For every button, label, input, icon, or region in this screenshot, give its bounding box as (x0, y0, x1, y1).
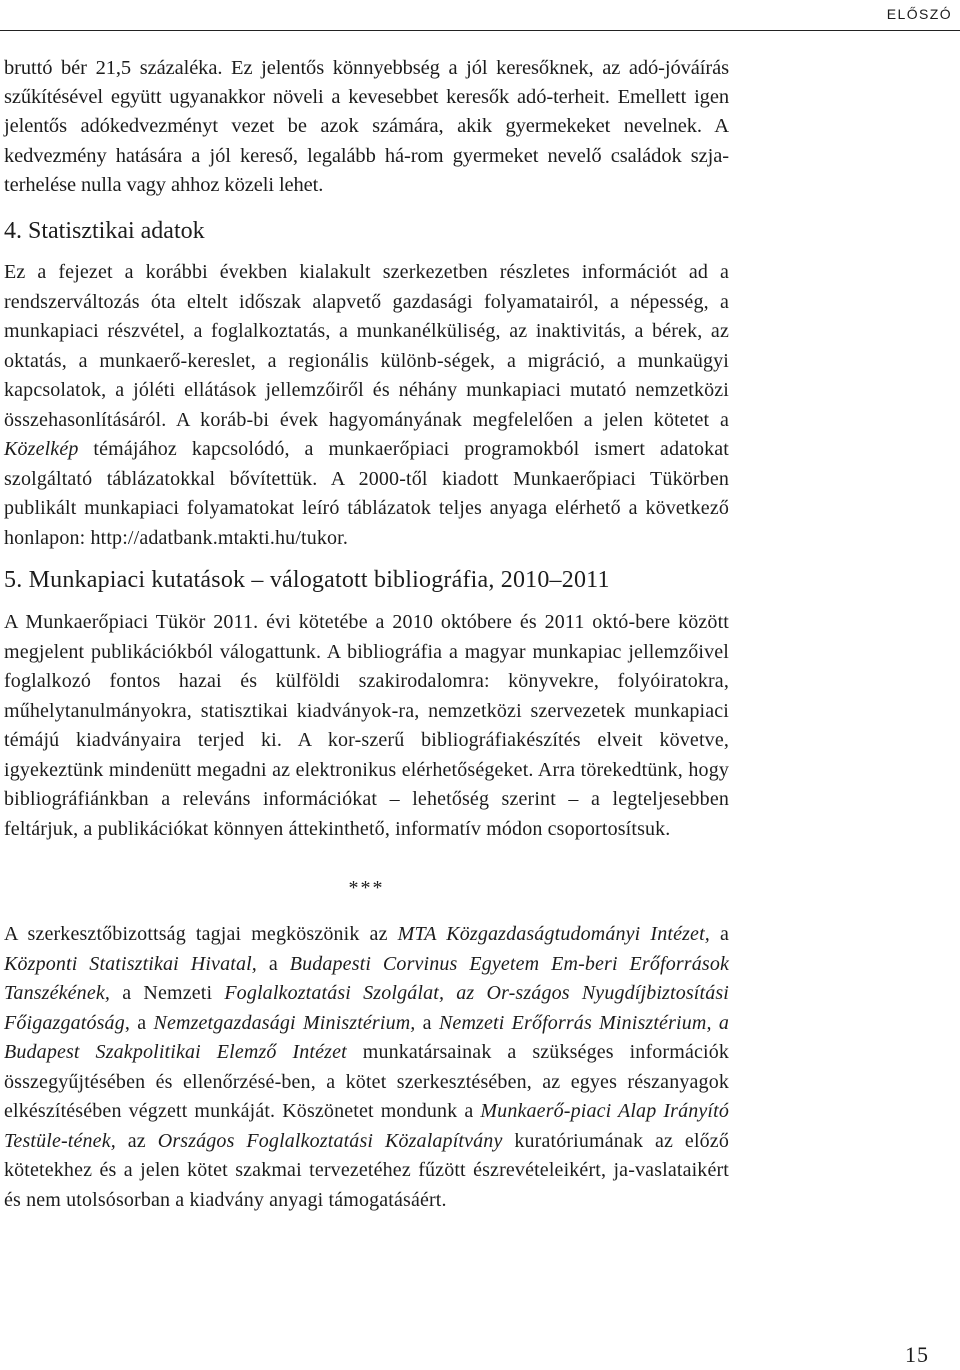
ack-institution: Központi Statisztikai Hivatal, (4, 952, 257, 975)
section-4-text-a: Ez a fejezet a korábbi években kialakult szerkezetben részletes információt ad a rendszerváltozás óta eltelt időszak alapvető gazdasági folyamatairól, a népesség, a munkapiaci részvétel, a foglalkoztatás, a munkanélküliség, az inaktivitás, a bérek, az oktatás, a munkaerő-kereslet, a regionális különb-ségek, a migráció, a munkaügyi kapcsolatok, a jóléti ellátások jellemzőiről és néhány munkapiaci mutató nemzetközi összehasonlításáról. A koráb-bi évek hagyományának megfelelően a jelen kötetet a (4, 261, 729, 431)
ack-institution: Országos Foglalkoztatási Közalapítvány (157, 1129, 503, 1152)
section-5-heading: 5. Munkapiaci kutatások – válogatott bibliográfia, 2010–2011 (4, 567, 610, 594)
section-4-heading: 4. Statisztikai adatok (4, 218, 205, 245)
intro-paragraph: bruttó bér 21,5 százaléka. Ez jelentős könnyebbség a jól keresőknek, az adó-jóváírás szűkítésével együtt ugyanakkor növeli a kevesebbet keresők adó-terheit. Emellett igen jelentős adókedvezményt vezet be azok számára, akik gyermekeket nevelnek. A kedvezmény hatására a jól kereső, legalább há-rom gyermeket nevelő családok szja-terhelése nulla vagy ahhoz közeli lehet. (4, 57, 729, 196)
ack-text: a (415, 1011, 439, 1034)
acknowledgement-paragraph (4, 920, 729, 1215)
ack-institution: Budapesti Corvinus Egyetem Em-beri Erőforrások Tanszékének, (4, 952, 729, 1005)
page-number: 15 (905, 1342, 929, 1367)
header-rule (0, 30, 960, 31)
ack-institution: MTA Közgazdaságtudományi Intézet, (397, 923, 710, 946)
ack-institution: Foglalkoztatási Szolgálat, az Or-szágos Nyugdíjbiztosítási Főigazgatóság (4, 982, 729, 1034)
kozelkep-title: Közelkép (4, 438, 79, 461)
ack-text: kuratóriumának az előző kötetekhez és a jelen kötet szakmai tervezetéhez fűzött észrevételeikért, ja-vaslataikért és nem utolsósorban a kiadvány anyagi támogatásáért. (4, 1129, 729, 1211)
page-body (4, 54, 729, 1215)
section-separator: *** (348, 877, 385, 900)
ack-text: munkatársainak a szükséges információk összegyűjtésében és ellenőrzésé-ben, a kötet szerkesztésében, az egyes részanyagok elkészítésében végzett munkáját. Köszönetet mondunk a (4, 1041, 729, 1123)
section-4-paragraph (4, 258, 729, 553)
ack-text: az (115, 1129, 158, 1152)
ack-text: A szerkesztőbizottság tagjai megköszönik az (4, 923, 398, 946)
ack-text: , a (124, 1011, 154, 1034)
section-5-paragraph: A Munkaerőpiaci Tükör 2011. évi kötetébe a 2010 októbere és 2011 októ-bere között megjelent publikációkból válogattunk. A bibliográfia a magyar munkapiac jellemzőivel foglalkozó fontos hazai és külföldi szakirodalomra: könyvekre, folyóiratokra, műhelytanulmányokra, statisztikai kiadványok-ra, nemzetközi szervezetek munkapiaci témájú kiadványaira terjed ki. A kor-szerű bibliográfiakészítés elveit követve, igyekeztünk mindenütt megadni az elektronikus elérhetőségeket. Arra törekedtünk, hogy bibliográfiánkban a releváns információkat – lehetőség szerint – a legteljesebben feltárjuk, a publikációkat könnyen áttekinthető, informatív módon csoportosítsuk. (4, 611, 729, 840)
ack-institution: Munkaerő-piaci Alap Irányító Testüle-tének, (4, 1100, 729, 1152)
ack-text: a Nemzeti (110, 982, 225, 1005)
section-4-text-b: témájához kapcsolódó, a munkaerőpiaci programokból ismert adatokat szolgáltató táblázatokkal bővítettük. A 2000-től kiadott Munkaerőpiaci Tükörben publikált munkapiaci folyamatokat leíró táblázatok teljes anyaga elérhető a következő honlapon: http://adatbank.mtakti.hu/tukor. (4, 438, 729, 549)
ack-text: a (709, 923, 729, 946)
ack-institution: Nemzetgazdasági Minisztérium, (153, 1011, 416, 1034)
ack-text: a (256, 952, 290, 975)
running-header-title: ELŐSZÓ (886, 6, 952, 22)
ack-institution: Nemzeti Erőforrás Minisztérium, a Budapest Szakpolitikai Elemző Intézet (4, 1011, 729, 1064)
